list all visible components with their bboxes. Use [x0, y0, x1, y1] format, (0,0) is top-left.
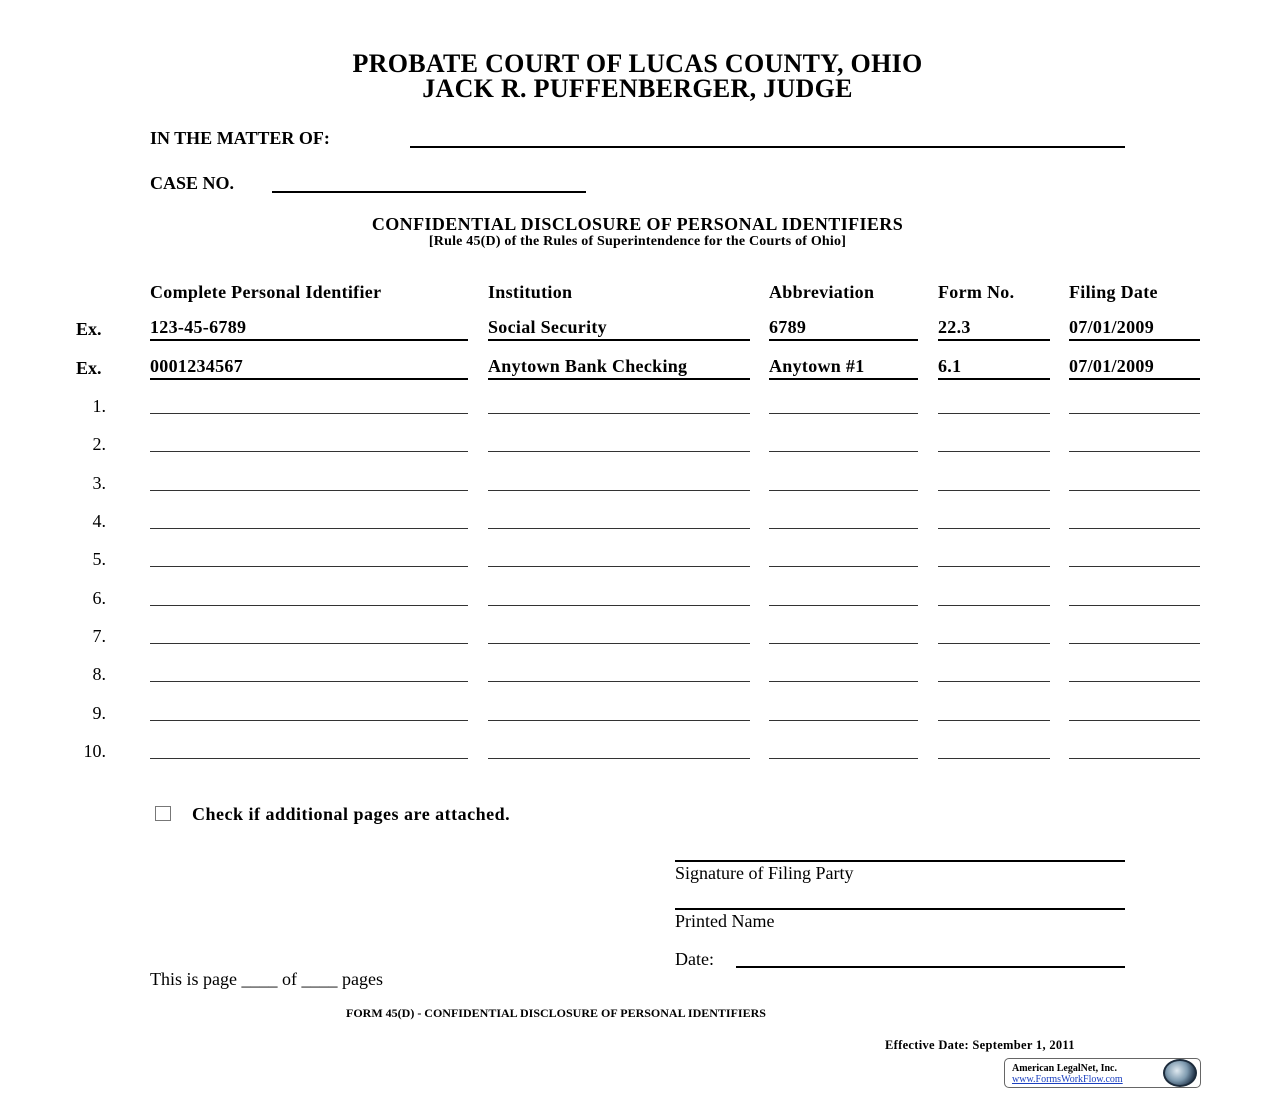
additional-pages-checkbox[interactable] [155, 806, 171, 821]
matter-field[interactable] [410, 126, 1125, 148]
publisher-url-link[interactable]: www.FormsWorkFlow.com [1012, 1074, 1123, 1085]
page-number-blank[interactable]: ____ [241, 969, 278, 989]
filing-date-field[interactable] [1069, 621, 1200, 644]
identifier-field[interactable] [150, 583, 468, 606]
identifier-field[interactable] [150, 544, 468, 567]
matter-label: IN THE MATTER OF: [150, 128, 330, 148]
form-no-field[interactable] [938, 429, 1050, 452]
form-no-field[interactable] [938, 544, 1050, 567]
filing-date-cell: 07/01/2009 [1069, 317, 1200, 341]
form-no-cell: 22.3 [938, 317, 1050, 341]
row-number: 2. [92, 434, 106, 454]
identifier-field[interactable] [150, 621, 468, 644]
date-label: Date: [675, 949, 714, 969]
abbreviation-field[interactable] [769, 621, 918, 644]
abbreviation-field[interactable] [769, 468, 918, 491]
column-header-abbreviation: Abbreviation [769, 282, 875, 302]
total-pages-blank[interactable]: ____ [301, 969, 338, 989]
row-number: 3. [92, 473, 106, 493]
form-no-cell: 6.1 [938, 356, 1050, 380]
row-label: Ex. [76, 358, 102, 378]
filing-date-field[interactable] [1069, 506, 1200, 529]
judge-title: JACK R. PUFFENBERGER, JUDGE [422, 74, 853, 103]
date-field[interactable] [736, 947, 1125, 968]
identifier-field[interactable] [150, 506, 468, 529]
filing-date-field[interactable] [1069, 736, 1200, 759]
column-header-institution: Institution [488, 282, 573, 302]
row-number: 9. [92, 703, 106, 723]
identifier-cell: 123-45-6789 [150, 317, 468, 341]
row-number: 8. [92, 664, 106, 684]
identifier-field[interactable] [150, 659, 468, 682]
pagination-suffix: pages [342, 969, 383, 989]
printed-name-line[interactable] [675, 908, 1125, 910]
abbreviation-field[interactable] [769, 544, 918, 567]
institution-field[interactable] [488, 506, 750, 529]
form-no-field[interactable] [938, 468, 1050, 491]
filing-date-field[interactable] [1069, 698, 1200, 721]
form-identifier: FORM 45(D) - CONFIDENTIAL DISCLOSURE OF PERSONAL IDENTIFIERS [346, 1006, 766, 1020]
form-no-field[interactable] [938, 698, 1050, 721]
additional-pages-label: Check if additional pages are attached. [192, 804, 511, 824]
signature-line[interactable] [675, 860, 1125, 862]
row-number: 10. [83, 741, 106, 761]
pagination-text [150, 969, 383, 989]
row-number: 6. [92, 588, 106, 608]
filing-date-cell: 07/01/2009 [1069, 356, 1200, 380]
form-no-field[interactable] [938, 391, 1050, 414]
institution-field[interactable] [488, 544, 750, 567]
form-rule-subtitle: [Rule 45(D) of the Rules of Superintendence for the Courts of Ohio] [428, 234, 847, 249]
abbreviation-cell: 6789 [769, 317, 918, 341]
filing-date-field[interactable] [1069, 429, 1200, 452]
institution-field[interactable] [488, 391, 750, 414]
abbreviation-field[interactable] [769, 506, 918, 529]
form-no-field[interactable] [938, 506, 1050, 529]
abbreviation-field[interactable] [769, 429, 918, 452]
institution-field[interactable] [488, 659, 750, 682]
effective-date: Effective Date: September 1, 2011 [885, 1038, 1075, 1052]
abbreviation-field[interactable] [769, 736, 918, 759]
identifier-field[interactable] [150, 468, 468, 491]
column-header-form-no: Form No. [938, 282, 1015, 302]
publisher-name: American LegalNet, Inc. [1012, 1063, 1117, 1074]
institution-field[interactable] [488, 583, 750, 606]
institution-field[interactable] [488, 736, 750, 759]
filing-date-field[interactable] [1069, 659, 1200, 682]
form-no-field[interactable] [938, 621, 1050, 644]
filing-date-field[interactable] [1069, 583, 1200, 606]
printed-name-label: Printed Name [675, 911, 775, 931]
column-header-identifier: Complete Personal Identifier [150, 282, 382, 302]
abbreviation-cell: Anytown #1 [769, 356, 918, 380]
abbreviation-field[interactable] [769, 583, 918, 606]
pagination-prefix: This is page [150, 969, 237, 989]
row-number: 5. [92, 549, 106, 569]
pagination-middle: of [282, 969, 297, 989]
case-number-label: CASE NO. [150, 173, 235, 193]
abbreviation-field[interactable] [769, 391, 918, 414]
abbreviation-field[interactable] [769, 698, 918, 721]
row-label: Ex. [76, 319, 102, 339]
identifier-field[interactable] [150, 736, 468, 759]
court-title: PROBATE COURT OF LUCAS COUNTY, OHIO [352, 49, 923, 78]
identifier-cell: 0001234567 [150, 356, 468, 380]
institution-cell: Anytown Bank Checking [488, 356, 750, 380]
form-no-field[interactable] [938, 583, 1050, 606]
filing-date-field[interactable] [1069, 468, 1200, 491]
row-number: 1. [92, 396, 106, 416]
form-title: CONFIDENTIAL DISCLOSURE OF PERSONAL IDENTIFIERS [371, 214, 904, 234]
row-number: 4. [92, 511, 106, 531]
abbreviation-field[interactable] [769, 659, 918, 682]
institution-field[interactable] [488, 468, 750, 491]
identifier-field[interactable] [150, 429, 468, 452]
publisher-badge[interactable] [1004, 1058, 1201, 1088]
filing-date-field[interactable] [1069, 544, 1200, 567]
column-header-filing-date: Filing Date [1069, 282, 1158, 302]
form-no-field[interactable] [938, 736, 1050, 759]
institution-field[interactable] [488, 621, 750, 644]
globe-logo-icon [1163, 1059, 1197, 1087]
form-no-field[interactable] [938, 659, 1050, 682]
institution-field[interactable] [488, 698, 750, 721]
filing-date-field[interactable] [1069, 391, 1200, 414]
identifier-field[interactable] [150, 698, 468, 721]
case-number-field[interactable] [272, 171, 586, 193]
institution-field[interactable] [488, 429, 750, 452]
identifier-field[interactable] [150, 391, 468, 414]
signature-label: Signature of Filing Party [675, 863, 854, 883]
institution-cell: Social Security [488, 317, 750, 341]
row-number: 7. [92, 626, 106, 646]
